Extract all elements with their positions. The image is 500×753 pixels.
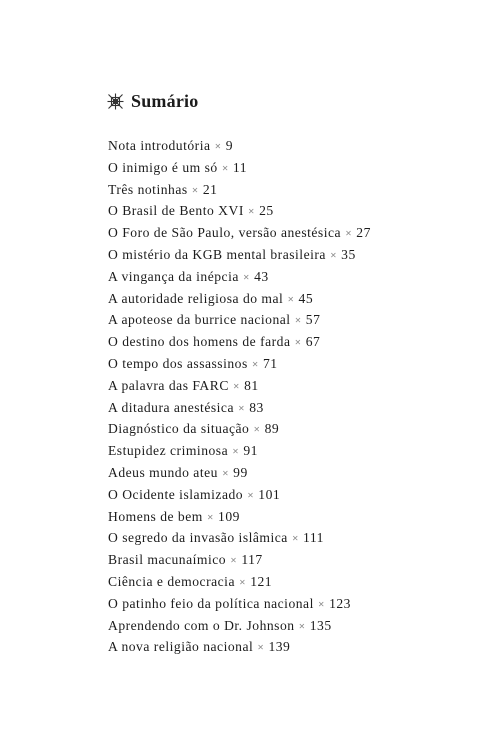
contents-heading	[107, 88, 198, 114]
toc-entry-page: 43	[254, 268, 269, 284]
toc-entry	[108, 157, 371, 179]
toc-entry-title: Ciência e democracia	[108, 573, 235, 589]
separator-icon: ✕	[242, 272, 251, 282]
toc-entry-page: 21	[202, 181, 218, 197]
toc-entry-title: A palavra das FARC	[108, 377, 229, 393]
toc-entry-title: A vingança da inépcia	[108, 268, 239, 284]
separator-icon: ✕	[206, 512, 215, 522]
toc-entry	[108, 571, 371, 593]
separator-icon: ✕	[238, 403, 246, 413]
toc-entry-title: Homens de bem	[108, 508, 203, 524]
separator-icon: ✕	[294, 338, 302, 348]
toc-entry-page: 139	[268, 639, 291, 655]
toc-entry-title: O mistério da KGB mental brasileira	[108, 246, 326, 262]
toc-entry	[108, 506, 371, 528]
toc-entry-title: A apoteose da burrice nacional	[108, 312, 291, 328]
separator-icon: ✕	[221, 468, 230, 478]
toc-entry-page: 9	[225, 138, 234, 153]
toc-entry	[108, 288, 371, 310]
toc-entry-title: Aprendendo com o Dr. Johnson	[108, 617, 295, 633]
toc-entry	[108, 484, 371, 506]
toc-entry-page: 25	[259, 203, 274, 219]
toc-entry-title: Três notinhas	[108, 181, 188, 197]
toc-entry	[108, 135, 371, 157]
separator-icon: ✕	[294, 316, 302, 326]
toc-entry	[108, 462, 371, 484]
toc-entry-title: O Brasil de Bento XVI	[108, 203, 244, 219]
toc-entry-title: Diagnóstico da situação	[108, 421, 250, 437]
toc-entry-page: 123	[329, 595, 351, 611]
table-of-contents	[108, 135, 371, 658]
toc-entry-page: 99	[233, 464, 248, 480]
separator-icon: ✕	[221, 163, 229, 173]
page-title: Sumário	[131, 90, 199, 111]
separator-icon: ✕	[247, 207, 256, 217]
toc-entry	[108, 615, 371, 637]
toc-entry	[108, 179, 371, 201]
toc-entry-title: O Ocidente islamizado	[108, 486, 244, 502]
toc-entry-page: 117	[241, 552, 263, 568]
toc-entry	[108, 200, 371, 222]
toc-entry	[108, 593, 371, 615]
toc-entry-title: Brasil macunaímico	[108, 552, 227, 568]
separator-icon: ✕	[329, 250, 338, 260]
toc-entry-title: O patinho feio da política nacional	[108, 595, 314, 611]
toc-entry-title: A autoridade religiosa do mal	[108, 290, 284, 306]
toc-entry-page: 135	[309, 617, 332, 633]
toc-entry-page: 89	[264, 421, 280, 437]
separator-icon: ✕	[253, 425, 261, 435]
separator-icon: ✕	[317, 599, 326, 609]
separator-icon: ✕	[345, 229, 353, 239]
separator-icon: ✕	[247, 490, 255, 500]
toc-entry-page: 67	[305, 334, 321, 350]
toc-entry-title: A nova religião nacional	[108, 639, 254, 655]
separator-icon: ✕	[287, 294, 295, 304]
toc-entry-title: Nota introdutória	[108, 138, 211, 153]
toc-entry	[108, 636, 371, 658]
separator-icon: ✕	[191, 185, 199, 195]
separator-icon: ✕	[291, 534, 300, 544]
toc-entry-page: 27	[356, 225, 371, 241]
toc-entry	[108, 266, 371, 288]
toc-entry-title: Adeus mundo ateu	[108, 464, 218, 480]
toc-entry-title: A ditadura anestésica	[108, 399, 235, 415]
toc-entry-page: 83	[249, 399, 264, 415]
toc-entry-page: 109	[218, 508, 240, 524]
toc-entry	[108, 353, 371, 375]
toc-entry	[108, 549, 371, 571]
separator-icon: ✕	[298, 621, 306, 631]
toc-entry-page: 11	[232, 159, 247, 175]
toc-entry	[108, 375, 371, 397]
toc-entry	[108, 397, 371, 419]
toc-entry-page: 57	[305, 312, 321, 328]
toc-entry-page: 71	[262, 355, 278, 371]
toc-entry-title: O segredo da invasão islâmica	[108, 530, 288, 546]
toc-entry-page: 91	[243, 443, 258, 459]
toc-entry-title: O tempo dos assassinos	[108, 355, 248, 371]
toc-entry-title: O inimigo é um só	[108, 159, 218, 175]
separator-icon: ✕	[232, 447, 240, 457]
toc-entry	[108, 309, 371, 331]
toc-entry	[108, 418, 371, 440]
toc-entry	[108, 222, 371, 244]
separator-icon: ✕	[239, 577, 247, 587]
toc-entry-title: O Foro de São Paulo, versão anestésica	[108, 225, 342, 241]
separator-icon: ✕	[232, 381, 241, 391]
toc-entry	[108, 244, 371, 266]
toc-entry	[108, 440, 371, 462]
toc-entry-page: 81	[244, 377, 259, 393]
toc-entry-page: 111	[303, 530, 324, 546]
separator-icon: ✕	[230, 556, 238, 566]
toc-entry	[108, 527, 371, 549]
separator-icon: ✕	[214, 142, 222, 151]
toc-entry	[108, 331, 371, 353]
separator-icon: ✕	[251, 359, 259, 369]
toc-entry-title: O destino dos homens de farda	[108, 334, 291, 350]
toc-entry-page: 35	[341, 246, 356, 262]
toc-entry-page: 101	[258, 486, 281, 502]
toc-entry-page: 121	[250, 573, 273, 589]
separator-icon: ✕	[257, 643, 265, 653]
toc-entry-title: Estupidez criminosa	[108, 443, 229, 459]
toc-entry-page: 45	[298, 290, 314, 306]
ornament-icon	[107, 93, 124, 110]
